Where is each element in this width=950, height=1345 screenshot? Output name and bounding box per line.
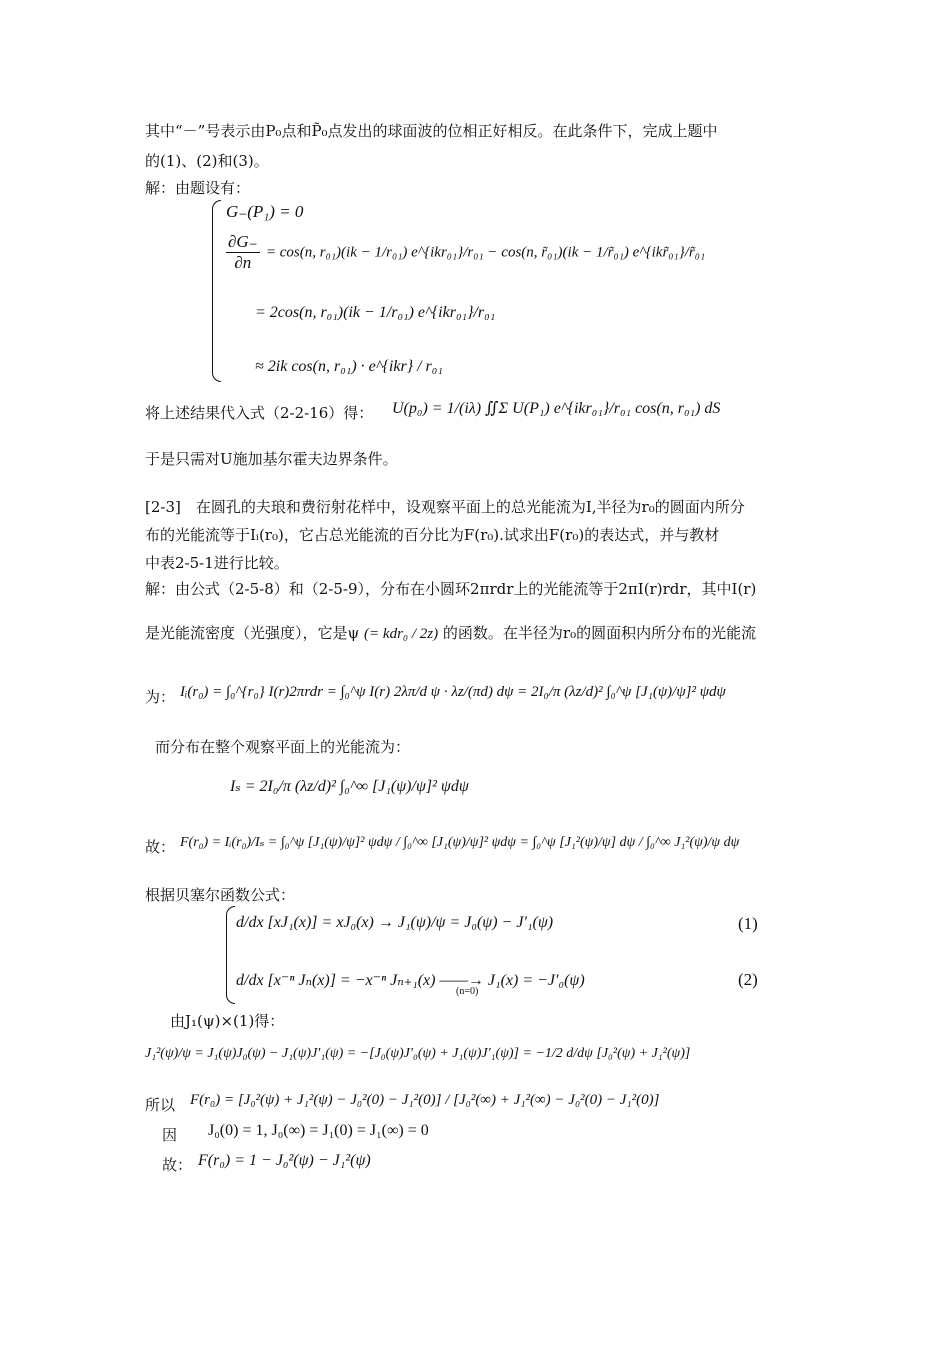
system-brace-2 <box>226 906 235 1004</box>
problem-line-1: [2-3] 在圆孔的夫琅和费衍射花样中，设观察平面上的总光能流为I,半径为r₀的圆面内所分 <box>145 498 745 516</box>
intro-line-1-text: 其中“－”号表示由P₀点和P̃₀点发出的球面波的位相正好相反。在此条件下，完成上题中 <box>145 122 718 140</box>
partial-den: ∂n <box>234 253 252 272</box>
wei-label: 为： <box>145 688 176 706</box>
system-brace-1 <box>212 200 221 382</box>
solution2-line-2 <box>145 622 756 645</box>
eq-number-1: (1) <box>738 914 758 933</box>
solution-label: 解：由题设有： <box>145 179 251 197</box>
solution2-line-2b: 的函数。在半径为r₀的圆面积内所分布的光能流 <box>442 624 757 642</box>
eq-green-zero: G₋(P₁) = 0 <box>226 202 304 221</box>
eq-final: F(r₀) = 1 − J₀²(ψ) − J₁²(ψ) <box>198 1152 371 1169</box>
eq-approx: ≈ 2ik cos(n, r₀₁) · e^{ikr} / r₀₁ <box>255 358 443 375</box>
substitute-text: 将上述结果代入式（2-2-16）得： <box>145 404 374 422</box>
eq-so: F(r₀) = [J₀²(ψ) + J₁²(ψ) − J₀²(0) − J₁²(0)] / [J₀²(∞) + J₁²(∞) − J₀²(0) − J₁²(0)] <box>190 1092 660 1108</box>
eq-F: F(r₀) = Iᵢ(r₀)/Iₛ = ∫₀^ψ [J₁(ψ)/ψ]² ψdψ / ∫₀^∞ [J₁(ψ)/ψ]² ψdψ = ∫₀^ψ [J₁²(ψ)/ψ] dψ / ∫₀^∞ J₁²(ψ)/ψ dψ <box>180 835 740 850</box>
eq-green-derivative <box>224 232 705 273</box>
partial-fraction <box>226 232 260 273</box>
problem-line-3: 中表2-5-1进行比较。 <box>145 554 289 572</box>
solution2-line-1: 解：由公式（2-5-8）和（2-5-9），分布在小圆环2πrdr上的光能流等于2πI(r)rdr，其中I(r) <box>145 580 757 598</box>
solution2-line-2a: 是光能流密度（光强度），它是ψ <box>145 624 360 642</box>
total-text: 而分布在整个观察平面上的光能流为： <box>155 738 411 756</box>
eq-Ii: Iᵢ(r₀) = ∫₀^{r₀} I(r)2πrdr = ∫₀^ψ I(r) 2λπ/d ψ · λz/(πd) dψ = 2I₀/π (λz/d)² ∫₀^ψ [J₁(ψ)/ψ]² ψdψ <box>180 684 726 700</box>
eq-bessel-1: d/dx [xJ₁(x)] = xJ₀(x) → J₁(ψ)/ψ = J₀(ψ) − J′₁(ψ) <box>236 914 554 931</box>
eq-kirchhoff-integral: U(p₀) = 1/(iλ) ∬Σ U(P₁) e^{ikr₀₁}/r₀₁ cos(n, r₀₁) dS <box>392 400 721 417</box>
bessel-text: 根据贝塞尔函数公式： <box>145 886 296 904</box>
partial-num: ∂G₋ <box>228 232 258 251</box>
gu-label: 故： <box>145 838 176 856</box>
partial-rhs: = cos(n, r₀₁)(ik − 1/r₀₁) e^{ikr₀₁}/r₀₁ − cos(n, r̃₀₁)(ik − 1/r̃₀₁) e^{ikr̃₀₁}/r̃₀₁ <box>265 244 706 261</box>
eq-because: J₀(0) = 1, J₀(∞) = J₁(0) = J₁(∞) = 0 <box>208 1122 429 1139</box>
arrow-condition: (n=0) <box>456 986 479 997</box>
final-label: 故： <box>162 1156 193 1174</box>
eq-simplified: = 2cos(n, r₀₁)(ik − 1/r₀₁) e^{ikr₀₁}/r₀₁ <box>255 304 496 321</box>
intro-line-2: 的(1)、(2)和(3)。 <box>145 152 269 170</box>
eq-number-2: (2) <box>738 970 758 989</box>
from-text: 由J₁(ψ)×(1)得： <box>170 1012 285 1030</box>
psi-definition: (= kdr₀ / 2z) <box>364 626 439 642</box>
intro-line-1 <box>145 120 718 142</box>
conclusion-1: 于是只需对U施加基尔霍夫边界条件。 <box>145 450 398 468</box>
eq-bessel-2: d/dx [x⁻ⁿ Jₙ(x)] = −x⁻ⁿ Jₙ₊₁(x) ——→ J₁(x) = −J′₀(ψ) <box>236 972 585 989</box>
so-text: 所以 <box>145 1096 176 1114</box>
problem-line-2: 布的光能流等于Iᵢ(r₀)，它占总光能流的百分比为F(r₀).试求出F(r₀)的表达式，并与教材 <box>145 526 720 544</box>
eq-Is: Iₛ = 2I₀/π (λz/d)² ∫₀^∞ [J₁(ψ)/ψ]² ψdψ <box>230 778 469 795</box>
eq-product: J₁²(ψ)/ψ = J₁(ψ)J₀(ψ) − J₁(ψ)J′₁(ψ) = −[J₀(ψ)J′₀(ψ) + J₁(ψ)J′₁(ψ)] = −1/2 d/dψ [J₀²(ψ) + J₁²(ψ)] <box>145 1046 691 1061</box>
because-text: 因 <box>162 1126 178 1144</box>
